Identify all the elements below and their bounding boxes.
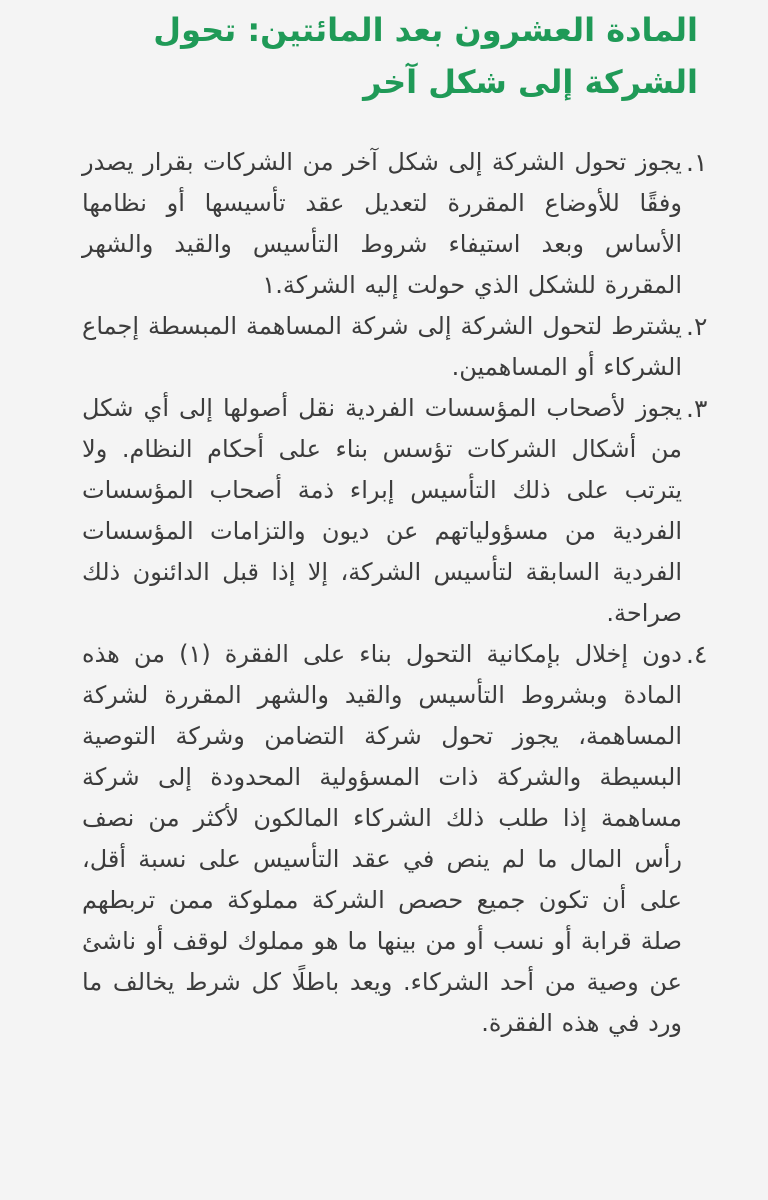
clause-number: ٣.	[686, 394, 708, 423]
clause-number: ١.	[686, 148, 708, 177]
clause-item	[82, 388, 708, 634]
clause-text: دون إخلال بإمكانية التحول بناء على الفقرة (١) من هذه المادة وبشروط التأسيس والقيد والشهر المقررة لشركة المساهمة، يجوز تحول شركة التضامن وشركة التوصية البسيطة والشركة ذات المسؤولية المحدودة إلى شركة مساهمة إذا طلب ذلك الشركاء المالكون لأكثر من نصف رأس المال ما لم ينص في عقد التأسيس على نسبة أقل، على أن تكون جميع حصص الشركة مملوكة ممن تربطهم صلة قرابة أو نسب أو من بينها ما هو مملوك لوقف أو ناشئ عن وصية من أحد الشركاء. ويعد باطلًا كل شرط يخالف ما ورد في هذه الفقرة.	[82, 640, 682, 1037]
clause-text: يشترط لتحول الشركة إلى شركة المساهمة المبسطة إجماع الشركاء أو المساهمين.	[82, 312, 682, 381]
clause-item	[82, 142, 708, 306]
clause-item	[82, 306, 708, 388]
clause-text: يجوز تحول الشركة إلى شكل آخر من الشركات بقرار يصدر وفقًا للأوضاع المقررة لتعديل عقد تأسيسها أو نظامها الأساس وبعد استيفاء شروط التأسيس والقيد والشهر المقررة للشكل الذي حولت إليه الشركة.١	[82, 148, 682, 299]
article-title: المادة العشرون بعد المائتين: تحول الشركة إلى شكل آخر	[153, 11, 698, 101]
clause-number: ٤.	[686, 640, 708, 669]
clause-list	[82, 142, 708, 1044]
clause-number: ٢.	[686, 312, 708, 341]
clause-text: يجوز لأصحاب المؤسسات الفردية نقل أصولها إلى أي شكل من أشكال الشركات تؤسس بناء على أحكام النظام. ولا يترتب على ذلك التأسيس إبراء ذمة أصحاب المؤسسات الفردية من مسؤولياتهم عن ديون والتزامات المؤسسات الفردية السابقة لتأسيس الشركة، إلا إذا قبل الدائنون ذلك صراحة.	[82, 394, 682, 627]
clause-item	[82, 634, 708, 1044]
